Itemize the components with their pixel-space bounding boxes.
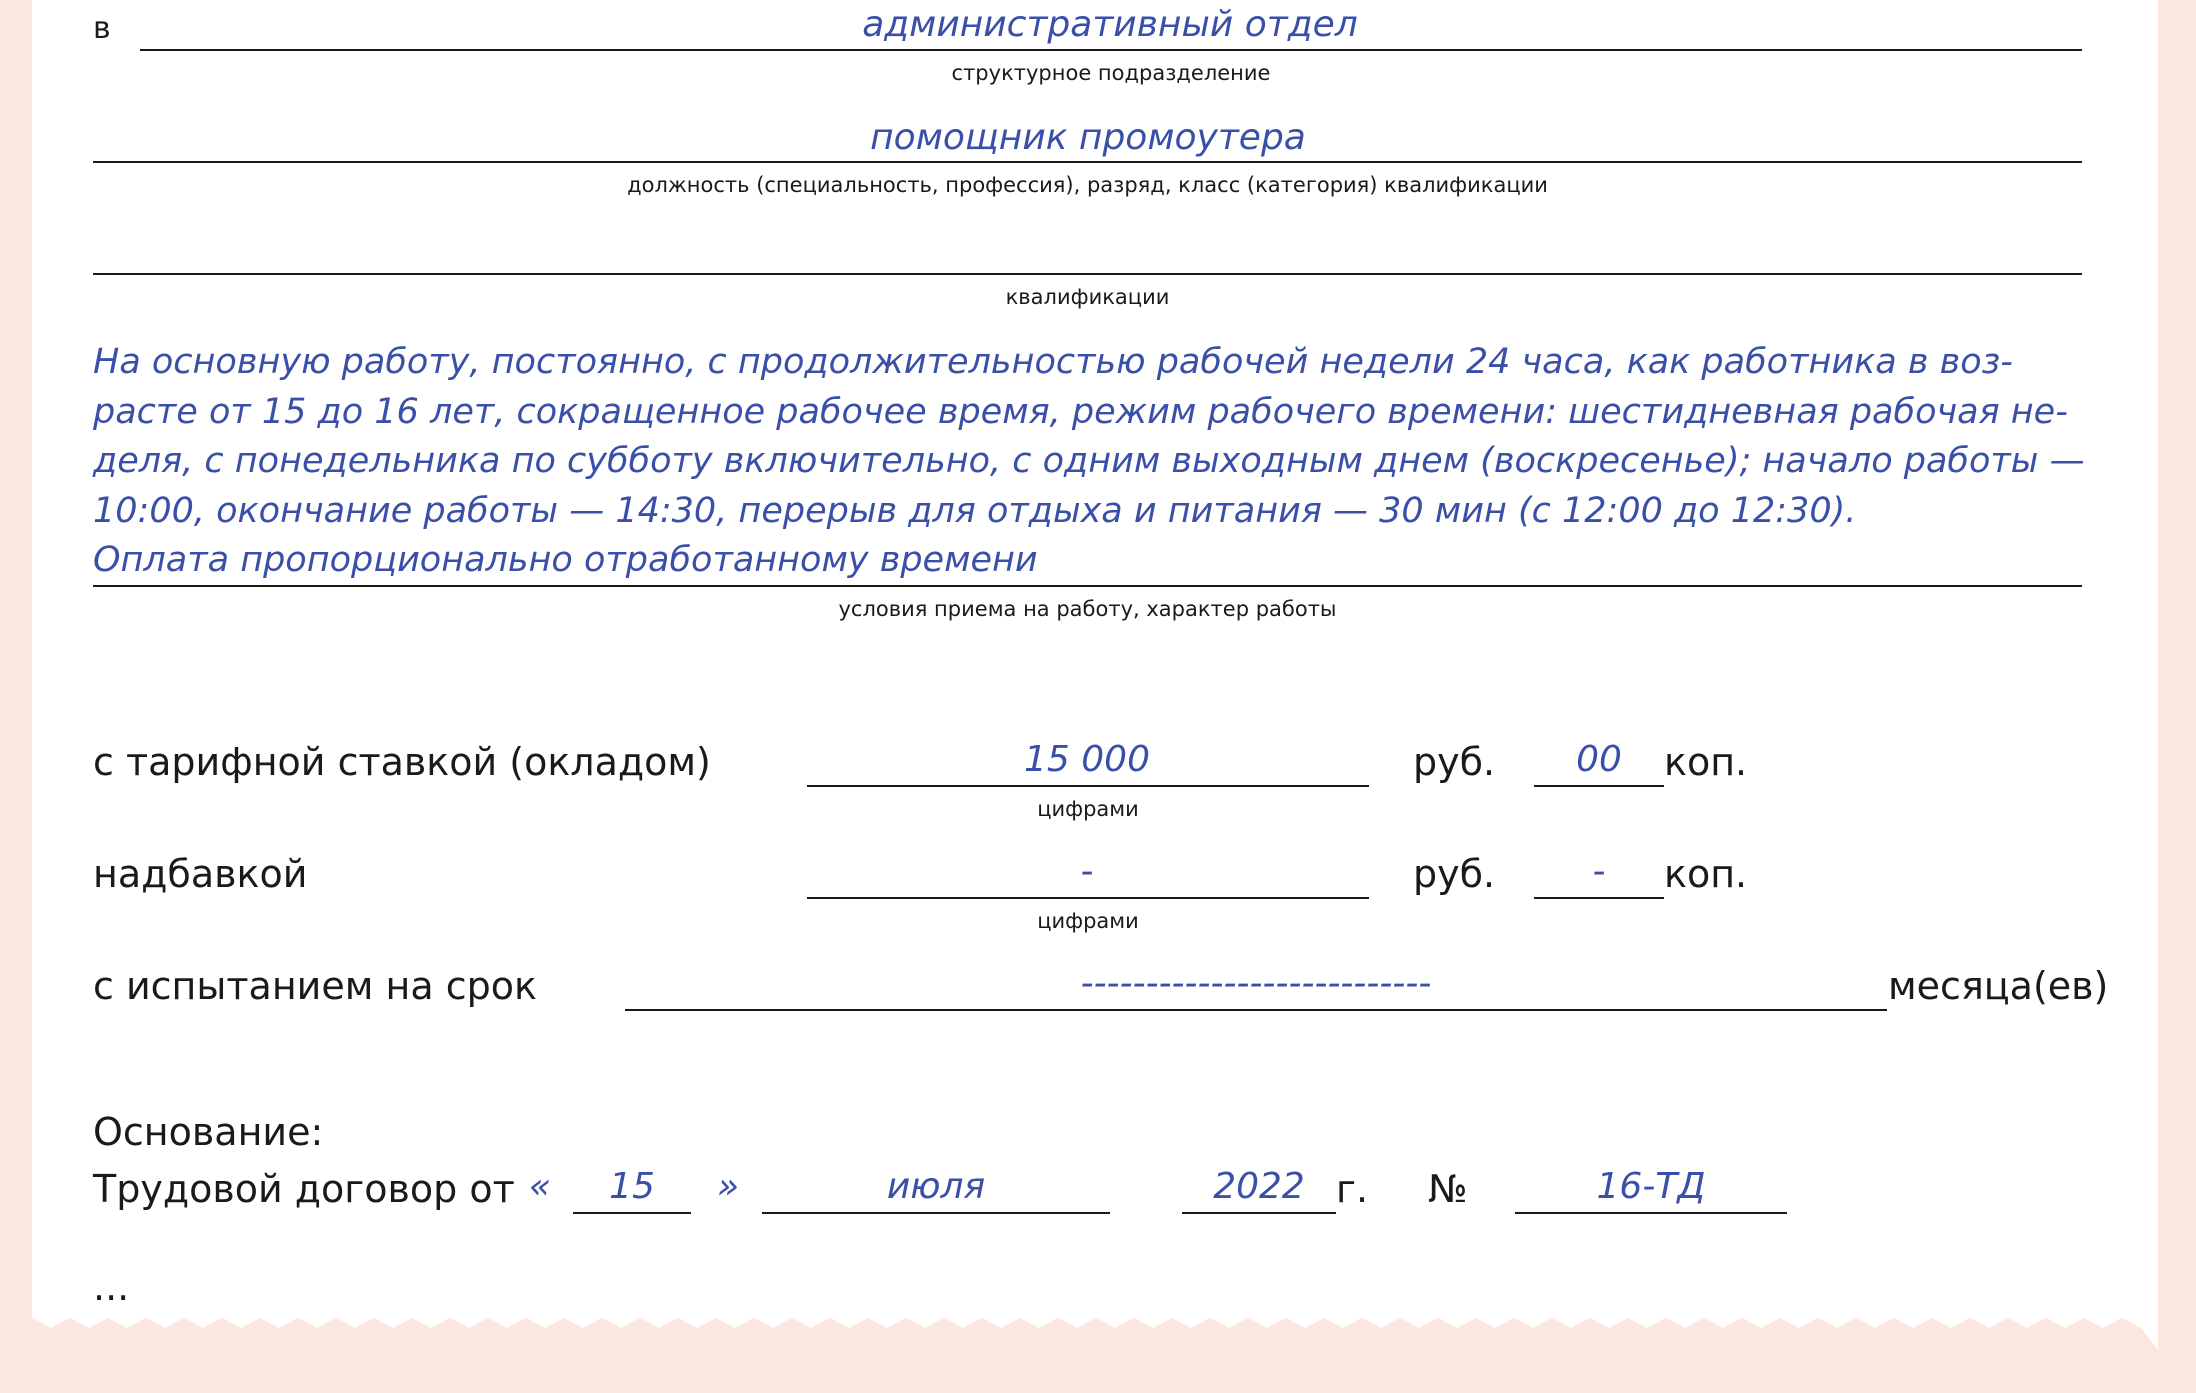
conditions-line: расте от 15 до 16 лет, сокращенное рабочее время, режим рабочего времени: шестидневная рабочая не- [93, 391, 2068, 432]
months-label: месяца(ев) [1888, 964, 2109, 1008]
contract-label: Трудовой договор от [93, 1167, 515, 1211]
rate-label: с тарифной ставкой (окладом) [93, 740, 711, 784]
rate-kop-value: 00 [1576, 739, 1622, 780]
probation-label: с испытанием на срок [93, 964, 537, 1008]
contract-year-line [1182, 1212, 1336, 1214]
rate-rub-line [807, 785, 1369, 787]
quote-close: » [716, 1166, 740, 1207]
bonus-kop-label: коп. [1664, 852, 1748, 896]
conditions-line-underline [93, 585, 2082, 587]
employment-conditions-text [93, 338, 2093, 586]
contract-number-line [1515, 1212, 1787, 1214]
bonus-kop-value: - [1592, 851, 1606, 892]
bonus-rub-value: - [1080, 851, 1094, 892]
department-value: административный отдел [862, 4, 1358, 45]
basis-label: Основание: [93, 1110, 324, 1154]
torn-edge-decoration [32, 1310, 2158, 1350]
contract-day-line [573, 1212, 691, 1214]
probation-line [625, 1009, 1887, 1011]
conditions-line: Оплата пропорционально отработанному времени [93, 540, 1038, 580]
contract-month-line [762, 1212, 1110, 1214]
contract-month-value: июля [886, 1166, 986, 1207]
conditions-caption: условия приема на работу, характер работы [838, 597, 1337, 621]
position-caption: должность (специальность, профессия), разряд, класс (категория) квалификации [627, 173, 1548, 197]
bonus-kop-line [1534, 897, 1664, 899]
rate-kop-label: коп. [1664, 740, 1748, 784]
year-suffix-label: г. [1336, 1167, 1369, 1211]
department-line [140, 49, 2082, 51]
rate-rub-value: 15 000 [1024, 739, 1150, 780]
prefix-v-label: в [93, 11, 111, 46]
position-value: помощник промоутера [870, 117, 1306, 158]
number-sign-label: № [1428, 1167, 1468, 1211]
conditions-line: На основную работу, постоянно, с продолжительностью рабочей недели 24 часа, как работника в воз- [93, 342, 2013, 382]
contract-number-value: 16-ТД [1596, 1166, 1706, 1207]
department-caption: структурное подразделение [951, 61, 1271, 85]
form-sheet [32, 0, 2158, 1350]
probation-value: --------------------------- [1080, 963, 1432, 1004]
ellipsis-text: ... [93, 1265, 130, 1309]
conditions-line: деля, с понедельника по субботу включительно, с одним выходным днем (воскресенье); начало работы — [93, 441, 2085, 481]
rate-digits-caption: цифрами [1037, 797, 1139, 821]
rate-kop-line [1534, 785, 1664, 787]
contract-year-value: 2022 [1213, 1166, 1305, 1207]
qualification-line [93, 273, 2082, 275]
bonus-rub-label: руб. [1413, 852, 1496, 896]
conditions-line: 10:00, окончание работы — 14:30, перерыв для отдыха и питания — 30 мин (с 12:00 до 12:30). [93, 490, 1857, 531]
position-line [93, 161, 2082, 163]
contract-day-value: 15 [609, 1166, 655, 1207]
bonus-digits-caption: цифрами [1037, 909, 1139, 933]
quote-open: « [528, 1166, 552, 1207]
bonus-rub-line [807, 897, 1369, 899]
rate-rub-label: руб. [1413, 740, 1496, 784]
qualification-caption: квалификации [1005, 285, 1170, 309]
bonus-label: надбавкой [93, 852, 308, 896]
